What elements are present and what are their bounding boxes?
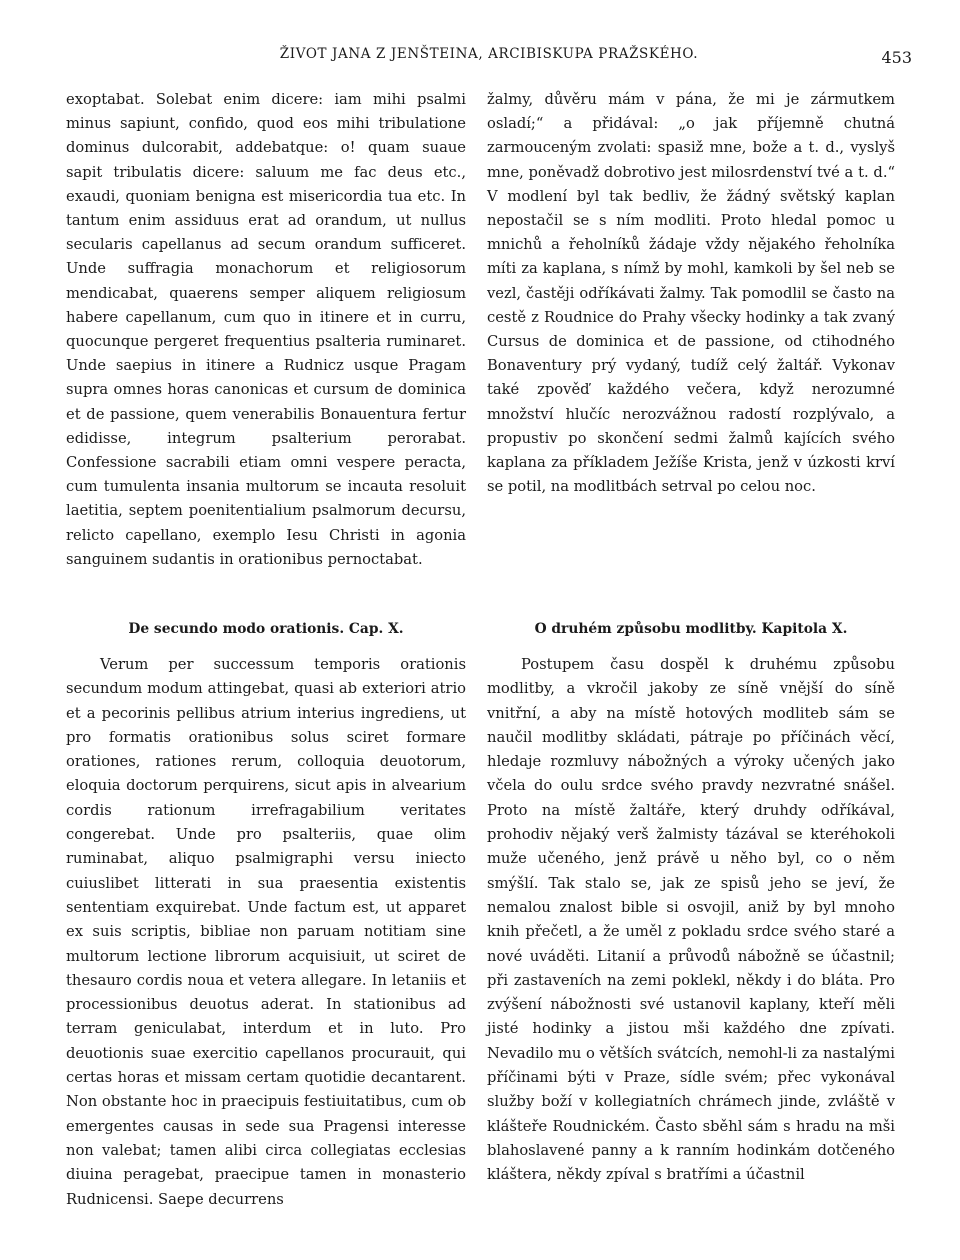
latin-chapter-heading: De secundo modo orationis. Cap. X.	[128, 621, 404, 637]
page-number: 453	[881, 48, 912, 67]
latin-paragraph: exoptabat. Solebat enim dicere: iam mihi psalmi minus sapiunt, confido, quod eos mihi tribulatione dominus dulcorabit, addebatque: o! quam suaue sapit tribulatis dicere: saluum me fac deus etc., exaudi, quoniam benigna est misericordia tua etc. In tantum enim assiduus erat ad orandum, ut nullus secularis capellanus ad secum orandum sufficeret. Unde suffragia monachorum et religiosorum mendicabat, quaerens semper aliquem religiosum habere capellanum, cum quo in itinere et in curru, quocunque pergeret frequentius psalteria ruminaret. Unde saepius in itinere a Rudnicz usque Pragam supra omnes horas canonicas et cursum de dominica et de passione, quem venerabilis Bonauentura fertur edidisse, integrum psalterium perorabat. Confessione sacrabili etiam omni vespere peracta, cum tumulenta insania multorum se incauta resoluit laetitia, septem poenitentialium psalmorum decursu, relicto capellano, exemplo Iesu Christi in agonia sanguinem sudantis in orationibus pernoctabat.	[66, 91, 466, 568]
latin-chapter-paragraph: Verum per successum temporis orationis secundum modum attingebat, quasi ab exteriori atrio et a pecorinis pellibus atrium interius ingrediens, ut pro formatis orationibus solus sciret formare orationes, rationes rerum, colloquia deuotorum, eloquia doctorum perquirens, sicut apis in alvearium cordis rationum irrefragabilium veritates congerebat. Unde pro psalteriis, quae olim ruminabat, aliquo psalmigraphi versu iniecto cuiuslibet litterati in sua praesentia existentis sententiam exquirebat. Unde factum est, ut apparet ex suis scriptis, bibliae non paruam notitiam sine multorum lectione librorum acquisiuit, ut sciret de thesauro cordis noua et vetera allegare. In letaniis et processionibus deuotus aderat. In stationibus ad terram geniculabat, interdum et in luto. Pro deuotionis suae exercitio capellanos procurauit, qui certas horas et missam certam quotidie decantarent. Non obstante hoc in praecipuis festiuitatibus, cum ob emergentes causas in sede sua Pragensi interesse non valebat; tamen alibi circa collegiatas ecclesias diuina peragebat, praecipue tamen in monasterio Rudnicensi. Saepe decurrens	[66, 656, 466, 1208]
running-head: ŽIVOT JANA Z JENŠTEINA, ARCIBISKUPA PRAŽSKÉHO.	[279, 46, 699, 62]
page-header	[66, 46, 912, 70]
czech-chapter-heading: O druhém způsobu modlitby. Kapitola X.	[534, 621, 848, 637]
czech-column-top	[487, 88, 895, 499]
czech-chapter-paragraph: Postupem času dospěl k druhému způsobu modlitby, a vkročil jakoby ze síně vnější do síně vnitřní, a aby na místě hotových modliteb sám se naučil modlitby skládati, pátraje po příčinách věcí, hledaje rozmluvy nábožných a výroky učených jako včela do oulu srdce svého pravdy nezvratné snášel. Proto na místě žaltáře, který druhdy odříkával, prohodiv nějaký verš žalmisty tázával se kteréhokoli muže učeného, jenž právě u něho byl, co o něm smýšlí. Tak stalo se, jak ze spisů jeho se jeví, že nemalou znalost bible si osvojil, aniž by byl mnoho knih přečetl, a že uměl z pokladu srdce svého staré a nové uváděti. Litanií a průvodů nábožně se účastnil; při zastaveních na zemi poklekl, někdy i do bláta. Pro zvýšení nábožnosti své ustanovil kaplany, kteří měli jisté hodinky a jistou mši každého dne zpívati. Nevadilo mu o větších svátcích, nemohl-li za nastalými příčinami býti v Praze, sídle svém; přec vykonával služby boží v kollegiatních chrámech jinde, zvláště v klášteře Roudnickém. Často sběhl sám s hradu na mši blahoslavené panny a k ranním hodinkám dotčeného kláštera, někdy zpíval s bratřími a účastnil	[487, 656, 895, 1184]
czech-paragraph: žalmy, důvěru mám v pána, že mi je zármutkem osladí;“ a přidával: „o jak příjemně chutná zarmouceným zvolati: spasiž mne, bože a t. d., vyslyš mne, poněvadž dobrotivo jest milosrdenství tvé a t. d.“ V modlení byl tak bedliv, že žádný světský kaplan nepostačil se s ním modliti. Proto hledal pomoc u mnichů a řeholníků žádaje vždy nějakého řeholníka míti za kaplana, s nímž by mohl, kamkoli by šel neb se vezl, častěji odříkávati žalmy. Tak pomodlil se často na cestě z Roudnice do Prahy všecky hodinky a tak zvaný Cursus de dominica et de passione, od ctihodného Bonaventury prý vydaný, tudíž celý žaltář. Vykonav také zpověď každého večera, když nerozumné množství hlučíc nerozvážnou radostí rozplývalo, a propustiv po skončení sedmi žalmů kajících svého kaplana za příkladem Ježíše Krista, jenž v úzkosti krví se potil, na modlitbách setrval po celou noc.	[487, 91, 895, 496]
latin-column-top	[66, 88, 466, 572]
czech-chapter-body	[487, 653, 895, 1188]
latin-chapter-body	[66, 653, 466, 1212]
